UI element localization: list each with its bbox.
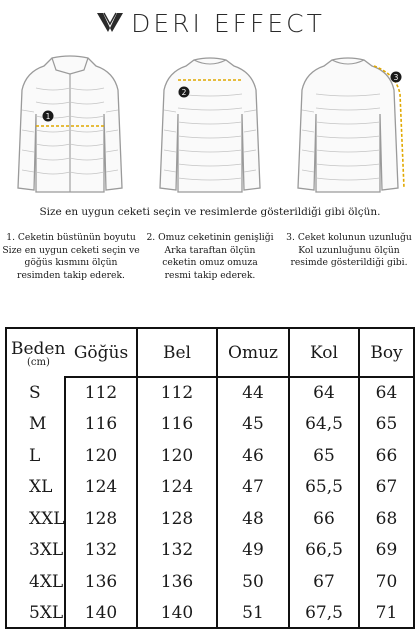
step-3-line: Kol uzunluğunu ölçün <box>298 244 400 256</box>
figure-chest <box>0 50 140 200</box>
cell-shoulder: 45 <box>242 414 264 435</box>
cell-size: S <box>29 382 41 403</box>
bird-wings-icon <box>95 10 125 36</box>
cell-length: 67 <box>375 477 398 498</box>
cell-length: 71 <box>375 603 398 624</box>
cell-length: 64 <box>375 382 398 403</box>
cell-sleeve: 65 <box>313 445 335 466</box>
column-divider <box>64 376 66 628</box>
cell-length: 69 <box>375 540 398 561</box>
header-divider <box>65 376 415 378</box>
step-2-line: resmi takip ederek. <box>164 269 256 281</box>
cell-size: XL <box>29 477 53 498</box>
cell-length: 70 <box>375 571 398 592</box>
figure-shoulder <box>140 50 280 200</box>
table-row <box>7 377 413 409</box>
cell-waist: 128 <box>160 508 194 529</box>
header-length: Boy <box>370 343 403 363</box>
cell-sleeve: 67,5 <box>305 603 343 624</box>
cell-shoulder: 47 <box>242 477 264 498</box>
cell-size: 3XL <box>29 540 64 561</box>
cell-size: 4XL <box>29 571 64 592</box>
step-1-line: Size en uygun ceketi seçin ve <box>2 244 140 256</box>
cell-size: 5XL <box>29 603 64 624</box>
cell-chest: 124 <box>84 477 118 498</box>
cell-waist: 140 <box>160 603 194 624</box>
cell-shoulder: 44 <box>242 382 264 403</box>
cell-chest: 116 <box>84 414 118 435</box>
table-row <box>7 472 413 504</box>
marker-3: 3 <box>393 73 399 82</box>
cell-size: L <box>29 445 41 466</box>
measurement-figures <box>0 50 420 200</box>
table-header-row <box>7 329 413 377</box>
step-1-line: 1. Ceketin büstünün boyutu <box>6 232 136 243</box>
cell-chest: 140 <box>84 603 118 624</box>
instruction-steps <box>0 232 420 292</box>
cell-shoulder: 46 <box>242 445 264 466</box>
cell-sleeve: 66,5 <box>305 540 343 561</box>
column-divider <box>136 329 138 629</box>
column-divider <box>288 329 290 629</box>
intro-text: Size en uygun ceketi seçin ve resimlerde gösterildiği gibi ölçün. <box>39 206 381 218</box>
header-waist: Bel <box>163 343 191 363</box>
figure-sleeve <box>280 50 420 200</box>
header-size-unit: (cm) <box>27 356 50 368</box>
cell-waist: 116 <box>160 414 194 435</box>
cell-waist: 132 <box>160 540 194 561</box>
cell-waist: 120 <box>160 445 194 466</box>
header-shoulder: Omuz <box>228 343 278 363</box>
table-row <box>7 535 413 567</box>
step-2-line: 2. Omuz ceketinin genişliği <box>146 232 274 243</box>
step-1-line: resimden takip ederek. <box>17 269 125 281</box>
table-row <box>7 409 413 441</box>
cell-chest: 128 <box>84 508 118 529</box>
cell-sleeve: 65,5 <box>305 477 343 498</box>
cell-length: 66 <box>375 445 398 466</box>
cell-length: 65 <box>375 414 398 435</box>
step-3-line: 3. Ceket kolunun uzunluğu <box>286 232 412 243</box>
table-row <box>7 598 413 630</box>
step-2-line: Arka taraftan ölçün <box>164 244 256 256</box>
step-3 <box>280 232 418 270</box>
column-divider <box>216 329 218 629</box>
cell-size: XXL <box>29 508 65 529</box>
marker-1: 1 <box>45 112 51 121</box>
cell-sleeve: 64 <box>313 382 335 403</box>
marker-2: 2 <box>181 88 187 97</box>
cell-shoulder: 49 <box>242 540 264 561</box>
table-row <box>7 503 413 535</box>
step-3-line: resimde gösterildiği gibi. <box>290 257 408 268</box>
step-2-line: ceketin omuz omuza <box>162 257 258 268</box>
cell-shoulder: 51 <box>242 603 264 624</box>
brand-logo <box>0 6 420 40</box>
cell-chest: 132 <box>84 540 118 561</box>
cell-chest: 112 <box>84 382 118 403</box>
cell-sleeve: 67 <box>313 571 335 592</box>
brand-name: DERI EFFECT <box>131 8 325 38</box>
header-size <box>7 329 65 377</box>
header-chest: Göğüs <box>73 343 129 363</box>
cell-shoulder: 48 <box>242 508 264 529</box>
cell-waist: 136 <box>160 571 194 592</box>
cell-chest: 136 <box>84 571 118 592</box>
cell-shoulder: 50 <box>242 571 264 592</box>
table-row <box>7 440 413 472</box>
step-1 <box>2 232 140 282</box>
cell-sleeve: 64,5 <box>305 414 343 435</box>
table-row <box>7 566 413 598</box>
cell-sleeve: 66 <box>313 508 335 529</box>
cell-chest: 120 <box>84 445 118 466</box>
cell-length: 68 <box>375 508 398 529</box>
step-2 <box>142 232 278 282</box>
header-sleeve: Kol <box>310 343 338 363</box>
cell-waist: 112 <box>160 382 194 403</box>
column-divider <box>358 329 360 629</box>
cell-size: M <box>29 414 47 435</box>
cell-waist: 124 <box>160 477 194 498</box>
size-table <box>5 327 415 629</box>
header-size-label: Beden <box>11 338 66 359</box>
step-1-line: göğüs kısmını ölçün <box>24 257 118 268</box>
